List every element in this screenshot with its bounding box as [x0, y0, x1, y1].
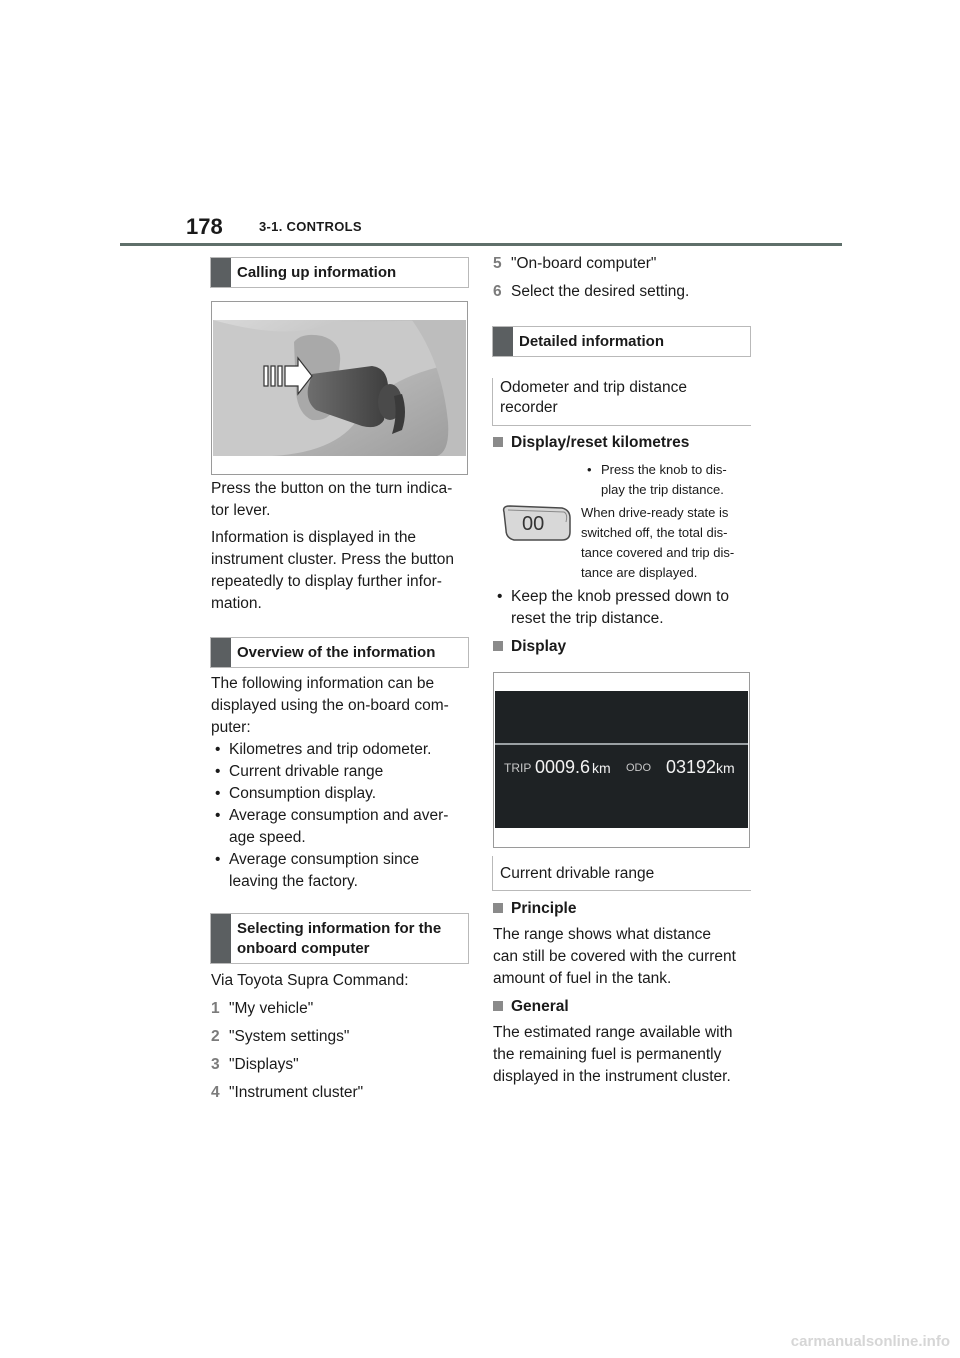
subheading-line: Current drivable range [500, 865, 655, 882]
keep-pressed-text [493, 586, 755, 630]
section-title: Calling up information [237, 263, 397, 281]
trip-unit: km [592, 760, 611, 776]
section-title: Detailed information [519, 332, 665, 350]
page-number: 178 [186, 214, 223, 239]
figure-turn-indicator-lever [211, 301, 468, 475]
range-text [493, 898, 755, 1088]
title-line: onboard computer [237, 939, 370, 957]
overview-list [211, 739, 473, 893]
section-title: Overview of the information [237, 643, 436, 661]
header-rule [120, 243, 842, 246]
step-3: 3 "Displays" [211, 1056, 299, 1073]
heading-display: Display [493, 636, 566, 658]
text-line: tance are displayed. [581, 565, 698, 580]
via-text: Via Toyota Supra Command: [211, 972, 409, 989]
knob-bullet [583, 460, 753, 500]
trip-label: TRIP [504, 761, 532, 775]
text-line: tor lever. [211, 502, 271, 519]
text-line: amount of fuel in the tank. [493, 970, 672, 987]
odo-label: ODO [626, 762, 652, 774]
text-line: can still be covered with the current [493, 948, 736, 965]
text-line: displayed using the on-board com- [211, 697, 449, 714]
watermark: carmanualsonline.info [790, 1333, 950, 1350]
text-line: Press the button on the turn indica- [211, 480, 453, 497]
step-5: 5 "On-board computer" [493, 255, 657, 272]
odo-unit: km [716, 760, 735, 776]
list-item: • Consumption display. [211, 783, 473, 805]
section-bar [211, 914, 231, 963]
text-line: The estimated range available with [493, 1024, 733, 1041]
turn-indicator-lever-illustration [212, 302, 467, 474]
text-line: the remaining fuel is permanently [493, 1046, 722, 1063]
square-bullet-icon [493, 437, 503, 447]
heading-principle: Principle [493, 898, 755, 920]
square-bullet-icon [493, 1001, 503, 1011]
square-bullet-icon [493, 903, 503, 913]
selecting-text [211, 970, 473, 1104]
knob-label: 00 [522, 513, 545, 535]
section-bar [211, 638, 231, 667]
list-item: • Average consumption and aver- age speed. [211, 805, 473, 849]
text-line: The range shows what distance [493, 926, 711, 943]
section-selecting [210, 913, 469, 964]
square-bullet-icon [493, 641, 503, 651]
text-line: instrument cluster. Press the button [211, 551, 454, 568]
figure-instrument-display [493, 672, 750, 848]
calling-up-text [211, 478, 471, 615]
heading-general: General [493, 996, 755, 1018]
section-bar [211, 258, 231, 287]
subheading-range [492, 856, 751, 891]
section-bar [493, 327, 513, 356]
text-line: repeatedly to display further infor- [211, 573, 442, 590]
step-2: 2 "System settings" [211, 1028, 350, 1045]
section-title [237, 919, 462, 959]
list-item: • Kilometres and trip odometer. [211, 739, 473, 761]
knob-note [581, 503, 756, 583]
text-line: puter: [211, 719, 251, 736]
step-1: 1 "My vehicle" [211, 1000, 314, 1017]
title-line: Selecting information for the [237, 919, 442, 937]
figure-knob [500, 502, 574, 546]
subheading-line: Odometer and trip distance [500, 379, 687, 396]
step-4: 4 "Instrument cluster" [211, 1084, 364, 1101]
section-detailed [492, 326, 751, 357]
knob-bullet-list [583, 460, 753, 500]
text-line: displayed in the instrument cluster. [493, 1068, 731, 1085]
trip-value: 0009.6 [535, 757, 591, 777]
section-overview [210, 637, 469, 668]
list-item: • Average consumption since leaving the factory. [211, 849, 473, 893]
list-item: • Keep the knob pressed down to reset the trip distance. [493, 586, 755, 630]
text-line: When drive-ready state is [581, 505, 729, 520]
text-line: The following information can be [211, 675, 435, 692]
list-item: • Press the knob to dis- play the trip distance. [583, 460, 753, 500]
section-calling-up [210, 257, 469, 288]
text-line: Information is displayed in the [211, 529, 417, 546]
subheading-odometer [492, 378, 751, 426]
subheading-line: recorder [500, 399, 558, 416]
list-item: • Current drivable range [211, 761, 473, 783]
text-line: tance covered and trip dis- [581, 545, 735, 560]
text-line: mation. [211, 595, 262, 612]
display-divider [495, 743, 748, 745]
odo-value: 03192 [666, 757, 717, 777]
chapter-title: 3-1. CONTROLS [259, 219, 362, 234]
keep-list [493, 586, 755, 630]
steps-continued [493, 253, 755, 303]
step-6: 6 Select the desired setting. [493, 283, 690, 300]
overview-text [211, 673, 473, 893]
text-line: switched off, the total dis- [581, 525, 728, 540]
heading-display-reset: Display/reset kilometres [493, 432, 689, 454]
